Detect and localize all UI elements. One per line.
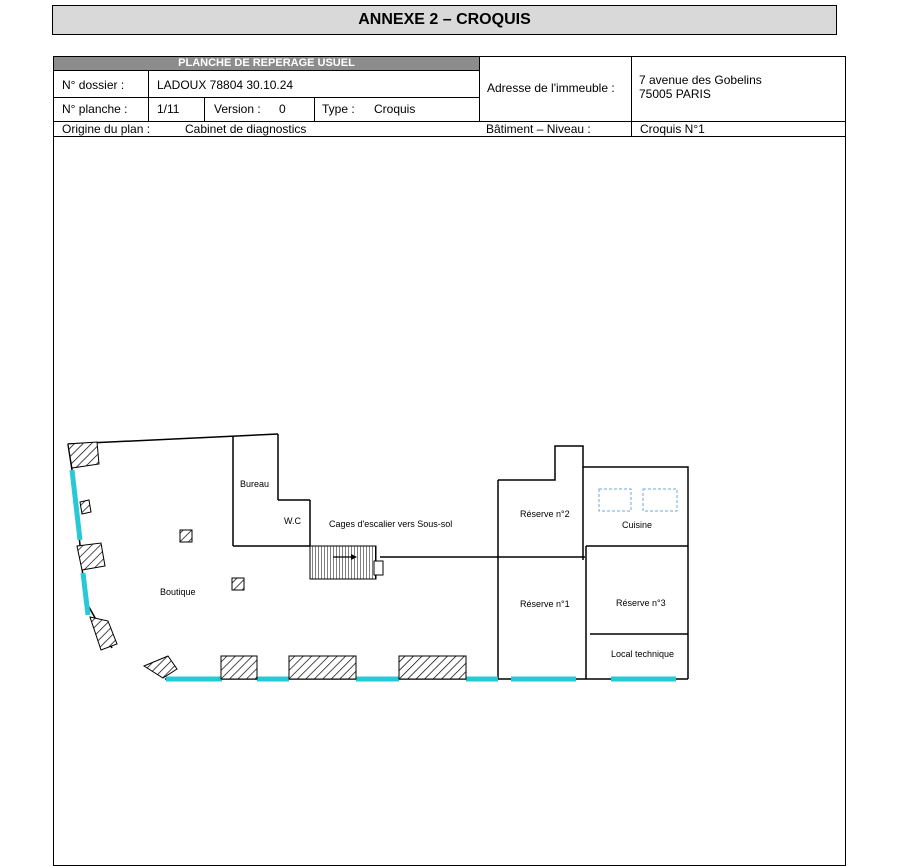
room-label-local-technique: Local technique	[611, 649, 675, 659]
walls	[68, 434, 688, 679]
planche-value: 1/11	[157, 102, 180, 116]
dossier-value: LADOUX 78804 30.10.24	[157, 78, 294, 92]
room-label-reserve-3: Réserve n°3	[616, 598, 666, 608]
building-label: Bâtiment – Niveau :	[486, 122, 591, 136]
type-value: Croquis	[374, 102, 416, 116]
room-label-wc: W.C	[284, 516, 301, 526]
room-label-boutique: Boutique	[160, 587, 196, 597]
dossier-label: N° dossier :	[62, 78, 125, 92]
hatched-blocks	[68, 442, 466, 679]
type-label: Type :	[322, 102, 355, 116]
address-label: Adresse de l'immeuble :	[487, 81, 615, 95]
page-title: ANNEXE 2 – CROQUIS	[52, 5, 837, 35]
room-label-reserve-2: Réserve n°2	[520, 509, 570, 519]
planche-label: N° planche :	[62, 102, 128, 116]
kitchen-fixtures	[599, 489, 677, 511]
building-value: Croquis N°1	[640, 122, 705, 136]
planche-title: PLANCHE DE REPERAGE USUEL	[54, 57, 479, 70]
address-line-2: 75005 PARIS	[639, 87, 711, 101]
version-label: Version :	[214, 102, 261, 116]
address-line-1: 7 avenue des Gobelins	[639, 73, 762, 87]
room-label-cuisine: Cuisine	[622, 520, 653, 530]
origin-label: Origine du plan :	[62, 122, 151, 136]
version-value: 0	[279, 102, 286, 116]
staircase	[310, 546, 383, 579]
origin-value: Cabinet de diagnostics	[185, 122, 307, 136]
room-label-bureau: Bureau	[240, 479, 270, 489]
room-label-stairs: Cages d'escalier vers Sous-sol	[329, 519, 453, 529]
room-label-reserve-1: Réserve n°1	[520, 599, 570, 609]
